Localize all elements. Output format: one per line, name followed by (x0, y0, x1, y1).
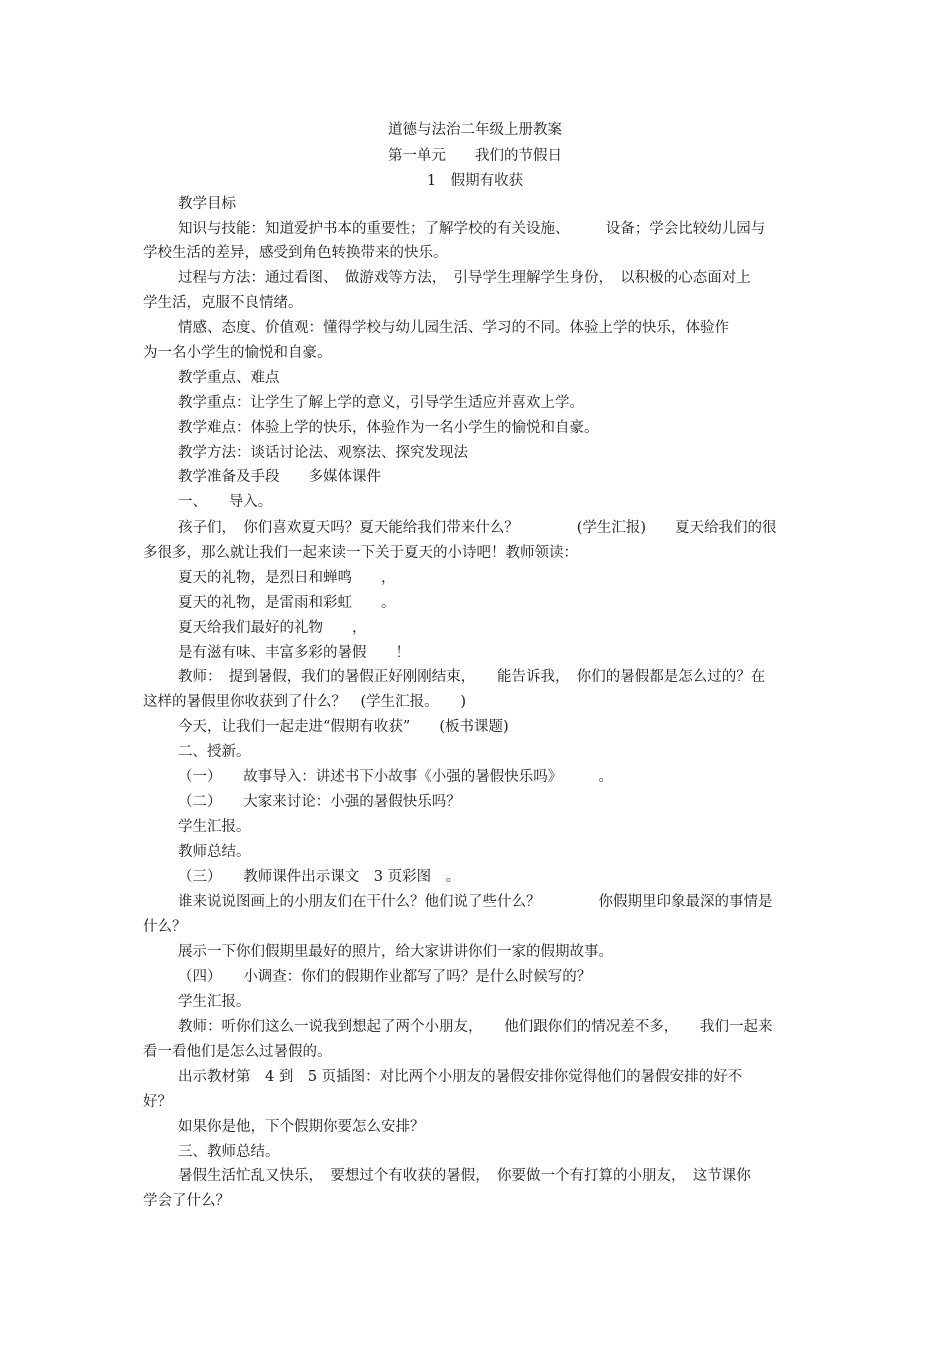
paragraph-line: 知识与技能：知道爱护书本的重要性；了解学校的有关设施、 设备；学会比较幼儿园与 (178, 221, 766, 237)
paragraph-line: 如果你是他，下个假期你要怎么安排？ (178, 1119, 425, 1135)
paragraph-line: 出示教材第 4 到 5 页插图：对比两个小朋友的暑假安排你觉得他们的暑假安排的好不 (178, 1069, 743, 1085)
paragraph-line: 谁来说说图画上的小朋友们在干什么？他们说了些什么？ 你假期里印象最深的事情是 (178, 894, 773, 910)
paragraph-line: 学校生活的差异，感受到角色转换带来的快乐。 (143, 245, 448, 261)
paragraph-line: （二） 大家来讨论：小强的暑假快乐吗？ (178, 794, 461, 810)
paragraph-line: （一） 故事导入：讲述书下小故事《小强的暑假快乐吗》 。 (178, 769, 613, 785)
paragraph-line: （四） 小调查：你们的假期作业都写了吗？是什么时候写的？ (178, 969, 592, 985)
paragraph-line: 今天，让我们一起走进“假期有收获” (板书课题) (178, 719, 509, 735)
paragraph-line: （三） 教师课件出示课文 3 页彩图 。 (178, 869, 461, 885)
lesson-heading: 1 假期有收获 (426, 173, 524, 189)
section-heading: 教学目标 (178, 196, 236, 212)
poem-line: 夏天的礼物，是烈日和蝉鸣 ， (178, 570, 396, 586)
paragraph-line: 教学准备及手段 多媒体课件 (178, 469, 381, 485)
poem-line: 是有滋有味、丰富多彩的暑假 ！ (178, 645, 410, 661)
paragraph-line: 为一名小学生的愉悦和自豪。 (143, 345, 332, 361)
paragraph-line: 教师：听你们这么一说我到想起了两个小朋友， 他们跟你们的情况差不多， 我们一起来 (178, 1019, 773, 1035)
paragraph-line: 好？ (143, 1094, 172, 1110)
poem-line: 夏天给我们最好的礼物 ， (178, 620, 367, 636)
paragraph-line: 这样的暑假里你收获到了什么？ (学生汇报。 ) (143, 694, 467, 710)
poem-line: 夏天的礼物，是雷雨和彩虹 。 (178, 595, 396, 611)
paragraph-line: 学生汇报。 (178, 994, 251, 1010)
unit-heading: 第一单元 我们的节假日 (388, 148, 562, 164)
paragraph-line: 教师： 提到暑假，我们的暑假正好刚刚结束， 能告诉我， 你们的暑假都是怎么过的？在 (178, 669, 766, 685)
paragraph-line: 多很多，那么就让我们一起来读一下关于夏天的小诗吧！教师领读： (143, 545, 578, 561)
paragraph-line: 教学方法：谈话讨论法、观察法、探究发现法 (178, 445, 468, 461)
paragraph-line: 过程与方法：通过看图、 做游戏等方法， 引导学生理解学生身份， 以积极的心态面对上 (178, 270, 751, 286)
paragraph-line: 什么？ (143, 919, 187, 935)
paragraph-line: 暑假生活忙乱又快乐， 要想过个有收获的暑假， 你要做一个有打算的小朋友， 这节课你 (178, 1168, 751, 1184)
section-heading: 三、教师总结。 (178, 1144, 280, 1160)
paragraph-line: 孩子们， 你们喜欢夏天吗？夏天能给我们带来什么？ (学生汇报) 夏天给我们的很 (178, 520, 777, 536)
paragraph-line: 教学重点：让学生了解上学的意义，引导学生适应并喜欢上学。 (178, 395, 584, 411)
paragraph-line: 学生活，克服不良情绪。 (143, 295, 303, 311)
paragraph-line: 展示一下你们假期里最好的照片，给大家讲讲你们一家的假期故事。 (178, 944, 613, 960)
paragraph-line: 学生汇报。 (178, 819, 251, 835)
document-title: 道德与法治二年级上册教案 (388, 122, 562, 138)
paragraph-line: 看一看他们是怎么过暑假的。 (143, 1044, 332, 1060)
section-heading: 一、 导入。 (178, 494, 273, 510)
section-heading: 教学重点、难点 (178, 370, 280, 386)
section-heading: 二、授新。 (178, 744, 251, 760)
paragraph-line: 教师总结。 (178, 844, 251, 860)
paragraph-line: 学会了什么？ (143, 1193, 230, 1209)
paragraph-line: 教学难点：体验上学的快乐，体验作为一名小学生的愉悦和自豪。 (178, 420, 599, 436)
paragraph-line: 情感、态度、价值观：懂得学校与幼儿园生活、学习的不同。体验上学的快乐，体验作 (178, 320, 729, 336)
